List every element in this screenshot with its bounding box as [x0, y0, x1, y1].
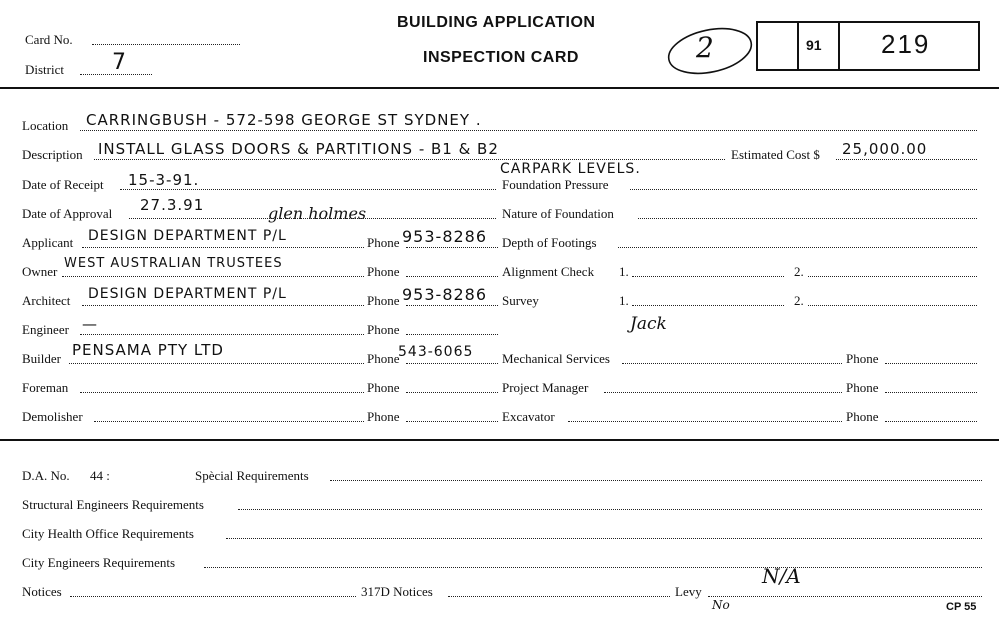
description-label: Description [22, 147, 83, 162]
demolisher-phone-field[interactable] [406, 421, 498, 422]
header-rule [0, 87, 999, 89]
box-divider-2 [838, 23, 840, 69]
circled-number: 2 [696, 31, 714, 64]
builder-phone: 543-6065 [398, 344, 474, 360]
special-requirements-label: Spècial Requirements [195, 468, 309, 483]
owner-phone-field[interactable] [406, 276, 498, 277]
card-no-label: Card No. [25, 32, 73, 47]
project-manager-phone-field[interactable] [885, 392, 977, 393]
health-requirements-label: City Health Office Requirements [22, 526, 194, 541]
excavator-label: Excavator [502, 409, 555, 424]
card-no-field[interactable] [92, 44, 240, 45]
builder-label: Builder [22, 351, 61, 366]
city-engineers-requirements-field[interactable] [204, 567, 982, 568]
description-value-line-2: CARPARK LEVELS. [500, 161, 641, 177]
owner-label: Owner [22, 264, 58, 279]
estimated-cost-field[interactable] [836, 159, 977, 160]
nature-of-foundation-label: Nature of Foundation [502, 206, 614, 221]
architect-phone-label: Phone [367, 293, 400, 308]
district-label: District [25, 62, 64, 77]
architect-field[interactable] [82, 305, 364, 306]
depth-of-footings-label: Depth of Footings [502, 235, 597, 250]
mechanical-services-label: Mechanical Services [502, 351, 610, 366]
survey-2-label: 2. [794, 293, 804, 308]
city-engineers-requirements-label: City Engineers Requirements [22, 555, 176, 570]
foreman-field[interactable] [80, 392, 364, 393]
date-of-approval-label: Date of Approval [22, 206, 113, 221]
builder-phone-label: Phone [367, 351, 400, 366]
estimated-cost-value: 25,000.00 [842, 140, 928, 158]
foreman-phone-field[interactable] [406, 392, 498, 393]
da-no-label: D.A. No. [22, 468, 70, 483]
date-of-receipt-label: Date of Receipt [22, 177, 104, 192]
mechanical-services-phone-field[interactable] [885, 363, 977, 364]
alignment-check-2-field[interactable] [808, 276, 977, 277]
builder-value: PENSAMA PTY LTD [72, 341, 224, 359]
alignment-check-label: Alignment Check [502, 264, 595, 279]
applicant-value: DESIGN DEPARTMENT P/L [88, 228, 287, 244]
demolisher-field[interactable] [94, 421, 364, 422]
engineer-label: Engineer [22, 322, 69, 337]
foundation-pressure-label: Foundation Pressure [502, 177, 609, 192]
special-requirements-field[interactable] [330, 480, 982, 481]
survey-1-label: 1. [619, 293, 629, 308]
project-manager-field[interactable] [604, 392, 842, 393]
builder-field[interactable] [69, 363, 364, 364]
title-line-1: BUILDING APPLICATION [397, 14, 596, 31]
survey-2-field[interactable] [808, 305, 977, 306]
owner-phone-label: Phone [367, 264, 400, 279]
survey-label: Survey [502, 293, 539, 308]
section-rule [0, 439, 999, 441]
owner-value: WEST AUSTRALIAN TRUSTEES [64, 256, 283, 271]
engineer-value: — [82, 315, 98, 333]
box-number: 219 [881, 29, 931, 59]
owner-field[interactable] [62, 276, 364, 277]
levy-note: No [712, 598, 730, 612]
project-manager-phone-label: Phone [846, 380, 879, 395]
structural-requirements-field[interactable] [238, 509, 982, 510]
approval-signature: glen holmes [268, 204, 367, 223]
excavator-field[interactable] [568, 421, 842, 422]
foundation-pressure-field[interactable] [630, 189, 977, 190]
builder-phone-field[interactable] [406, 363, 498, 364]
foreman-label: Foreman [22, 380, 69, 395]
engineer-phone-label: Phone [367, 322, 400, 337]
levy-field[interactable] [708, 596, 982, 597]
excavator-phone-label: Phone [846, 409, 879, 424]
applicant-phone-field[interactable] [406, 247, 498, 248]
district-value: 7 [112, 50, 127, 75]
survey-1-field[interactable] [632, 305, 784, 306]
title-line-2: INSPECTION CARD [423, 49, 579, 66]
location-label: Location [22, 118, 69, 133]
location-field[interactable] [80, 130, 977, 131]
applicant-field[interactable] [82, 247, 364, 248]
foreman-phone-label: Phone [367, 380, 400, 395]
structural-requirements-label: Structural Engineers Requirements [22, 497, 204, 512]
survey-note: Jack [630, 314, 667, 334]
mechanical-services-field[interactable] [622, 363, 842, 364]
notices-317d-label: 317D Notices [361, 584, 433, 599]
description-field[interactable] [94, 159, 725, 160]
applicant-label: Applicant [22, 235, 74, 250]
architect-phone: 953-8286 [402, 285, 488, 304]
description-value: INSTALL GLASS DOORS & PARTITIONS - B1 & B2 [98, 140, 499, 158]
date-of-receipt-field[interactable] [120, 189, 496, 190]
date-of-receipt-value: 15-3-91. [128, 171, 200, 189]
box-divider-1 [797, 23, 799, 69]
architect-phone-field[interactable] [406, 305, 498, 306]
project-manager-label: Project Manager [502, 380, 589, 395]
architect-value: DESIGN DEPARTMENT P/L [88, 286, 287, 302]
alignment-check-2-label: 2. [794, 264, 804, 279]
engineer-field[interactable] [80, 334, 364, 335]
box-prefix: 91 [806, 37, 822, 53]
notices-317d-field[interactable] [448, 596, 670, 597]
health-requirements-field[interactable] [226, 538, 982, 539]
levy-label: Levy [675, 584, 702, 599]
date-of-approval-value: 27.3.91 [140, 196, 205, 214]
architect-label: Architect [22, 293, 71, 308]
applicant-phone-label: Phone [367, 235, 400, 250]
mechanical-services-phone-label: Phone [846, 351, 879, 366]
card-number-box [756, 21, 980, 71]
excavator-phone-field[interactable] [885, 421, 977, 422]
notices-label: Notices [22, 584, 62, 599]
nature-of-foundation-field[interactable] [638, 218, 977, 219]
estimated-cost-label: Estimated Cost $ [731, 147, 820, 162]
demolisher-phone-label: Phone [367, 409, 400, 424]
alignment-check-1-field[interactable] [632, 276, 784, 277]
engineer-phone-field[interactable] [406, 334, 498, 335]
da-no-value: 44 : [90, 468, 110, 483]
depth-of-footings-field[interactable] [618, 247, 977, 248]
demolisher-label: Demolisher [22, 409, 83, 424]
notices-field[interactable] [70, 596, 356, 597]
form-code: CP 55 [946, 601, 977, 613]
applicant-phone: 953-8286 [402, 227, 488, 246]
levy-value: N/A [762, 564, 801, 588]
location-value: CARRINGBUSH - 572-598 GEORGE ST SYDNEY . [86, 111, 482, 129]
alignment-check-1-label: 1. [619, 264, 629, 279]
